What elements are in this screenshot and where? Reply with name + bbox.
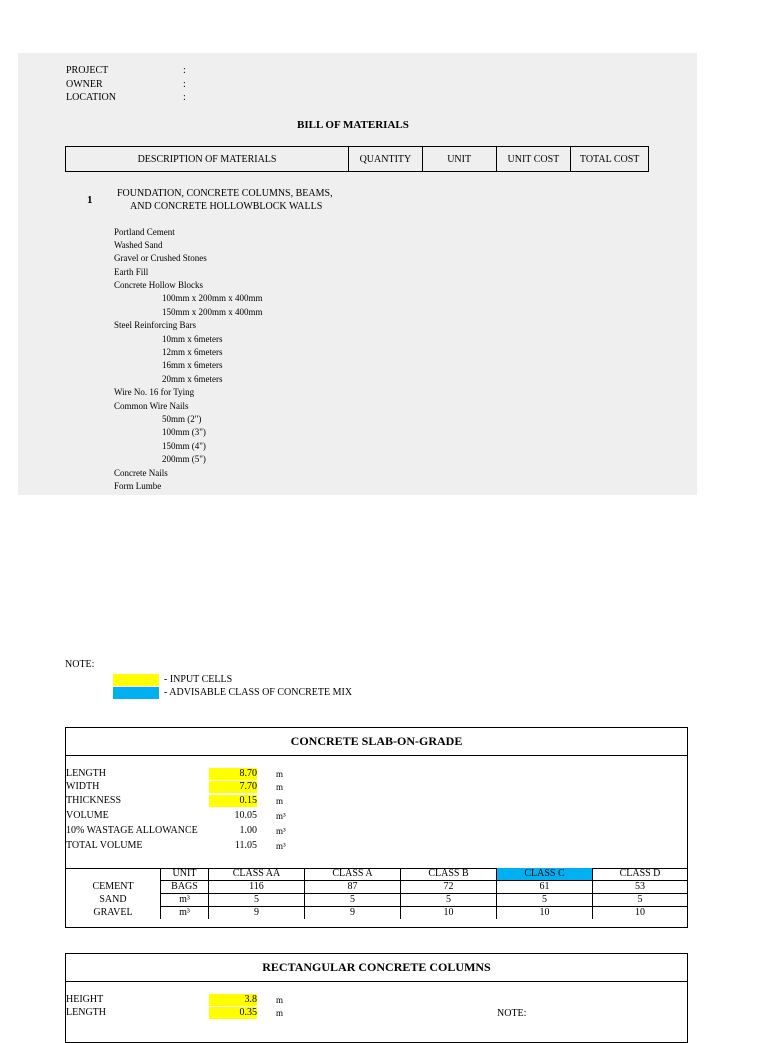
mix-value: 53 — [593, 881, 688, 894]
slab-title-divider — [66, 755, 687, 756]
slab-thickness-input[interactable]: 0.15 — [209, 795, 257, 807]
material-item: Portland Cement — [114, 227, 175, 237]
columns-calculator — [65, 953, 688, 1043]
material-subitem: 20mm x 6meters — [162, 374, 223, 384]
bom-table-header — [65, 146, 649, 172]
input-cells-legend: - INPUT CELLS — [164, 674, 233, 685]
material-item: Steel Reinforcing Bars — [114, 320, 196, 330]
mix-row-sand — [66, 894, 687, 907]
mix-header-unit: UNIT — [161, 868, 209, 881]
input-cell-swatch — [113, 674, 159, 686]
material-item: Earth Fill — [114, 267, 149, 277]
col-total-cost: TOTAL COST — [579, 153, 640, 165]
material-subitem: 150mm x 200mm x 400mm — [162, 307, 263, 317]
mix-value: 5 — [305, 894, 401, 907]
mix-unit: m³ — [161, 907, 209, 920]
advisable-class-swatch — [113, 687, 159, 699]
col-unit-cost: UNIT COST — [497, 147, 572, 171]
section-title-line2: AND CONCRETE HOLLOWBLOCK WALLS — [130, 201, 323, 212]
mix-row-cement — [66, 881, 687, 894]
project-label: PROJECT — [66, 65, 109, 76]
mix-row-gravel — [66, 907, 687, 920]
note-label: NOTE: — [65, 659, 95, 670]
bom-title: BILL OF MATERIALS — [297, 119, 409, 131]
slab-total-volume-label: TOTAL VOLUME — [66, 840, 143, 851]
slab-length-input[interactable]: 8.70 — [209, 768, 257, 780]
mix-header-class-d: CLASS D — [593, 868, 688, 881]
mix-value: 61 — [497, 881, 593, 894]
slab-mix-table — [66, 868, 687, 919]
mix-header-class-b: CLASS B — [401, 868, 497, 881]
columns-height-label: HEIGHT — [66, 994, 104, 1005]
slab-total-volume-value: 11.05 — [234, 840, 257, 851]
columns-height-input[interactable]: 3.8 — [209, 994, 257, 1006]
mix-value: 10 — [497, 907, 593, 920]
columns-length-label: LENGTH — [66, 1007, 106, 1018]
slab-width-input[interactable]: 7.70 — [209, 781, 257, 793]
mix-header-class-c: CLASS C — [497, 868, 593, 881]
mix-value: 116 — [209, 881, 305, 894]
mix-material-sand: SAND — [66, 894, 161, 907]
slab-length-label: LENGTH — [66, 768, 106, 779]
advisable-class-legend: - ADVISABLE CLASS OF CONCRETE MIX — [164, 687, 353, 698]
material-subitem: 200mm (5") — [162, 454, 206, 464]
material-subitem: 50mm (2") — [162, 414, 202, 424]
mix-value: 5 — [497, 894, 593, 907]
section-number: 1 — [87, 194, 93, 206]
columns-note-label: NOTE: — [497, 1008, 527, 1019]
material-item: Concrete Hollow Blocks — [114, 280, 203, 290]
slab-calculator — [65, 727, 688, 928]
columns-height-unit: m — [276, 995, 284, 1005]
material-subitem: 10mm x 6meters — [162, 334, 223, 344]
slab-width-unit: m — [276, 782, 284, 792]
mix-header-class-aa: CLASS AA — [209, 868, 305, 881]
material-subitem: 16mm x 6meters — [162, 360, 223, 370]
columns-title: RECTANGULAR CONCRETE COLUMNS — [262, 960, 491, 974]
slab-volume-value: 10.05 — [234, 810, 257, 821]
material-item: Concrete Nails — [114, 468, 168, 478]
mix-value: 5 — [209, 894, 305, 907]
owner-colon: : — [183, 79, 186, 90]
slab-wastage-value: 1.00 — [239, 825, 257, 836]
mix-value: 9 — [305, 907, 401, 920]
location-label: LOCATION — [66, 92, 116, 103]
mix-material-gravel: GRAVEL — [66, 907, 161, 920]
mix-value: 10 — [401, 907, 497, 920]
col-quantity: QUANTITY — [349, 147, 423, 171]
slab-width-label: WIDTH — [66, 781, 100, 792]
location-colon: : — [183, 92, 186, 103]
slab-thickness-unit: m — [276, 796, 284, 806]
mix-header-row — [66, 868, 687, 881]
col-unit: UNIT — [423, 147, 497, 171]
slab-total-volume-unit: m³ — [276, 841, 286, 851]
project-colon: : — [183, 65, 186, 76]
section-title-line1: FOUNDATION, CONCRETE COLUMNS, BEAMS, — [117, 188, 333, 199]
slab-wastage-label: 10% WASTAGE ALLOWANCE — [66, 825, 198, 836]
material-subitem: 100mm (3") — [162, 427, 206, 437]
slab-wastage-unit: m³ — [276, 826, 286, 836]
slab-volume-label: VOLUME — [66, 810, 109, 821]
mix-header-class-a: CLASS A — [305, 868, 401, 881]
slab-title: CONCRETE SLAB-ON-GRADE — [290, 734, 463, 748]
mix-value: 72 — [401, 881, 497, 894]
col-description: DESCRIPTION OF MATERIALS — [66, 147, 349, 171]
columns-title-divider — [66, 981, 687, 982]
mix-unit: BAGS — [161, 881, 209, 894]
owner-label: OWNER — [66, 79, 103, 90]
mix-unit: m³ — [161, 894, 209, 907]
mix-value: 5 — [401, 894, 497, 907]
material-item: Gravel or Crushed Stones — [114, 253, 207, 263]
mix-value: 10 — [593, 907, 688, 920]
columns-length-input[interactable]: 0.35 — [209, 1007, 257, 1019]
slab-length-unit: m — [276, 769, 284, 779]
mix-material-cement: CEMENT — [66, 881, 161, 894]
material-item: Washed Sand — [114, 240, 163, 250]
material-subitem: 150mm (4") — [162, 441, 206, 451]
slab-volume-unit: m³ — [276, 811, 286, 821]
columns-length-unit: m — [276, 1008, 284, 1018]
bill-of-materials-page — [18, 53, 697, 495]
mix-value: 87 — [305, 881, 401, 894]
mix-value: 9 — [209, 907, 305, 920]
material-item: Wire No. 16 for Tying — [114, 387, 195, 397]
material-subitem: 12mm x 6meters — [162, 347, 223, 357]
material-subitem: 100mm x 200mm x 400mm — [162, 293, 263, 303]
material-item: Common Wire Nails — [114, 401, 189, 411]
material-item: Form Lumbe — [114, 481, 162, 491]
mix-value: 5 — [593, 894, 688, 907]
slab-thickness-label: THICKNESS — [66, 795, 122, 806]
